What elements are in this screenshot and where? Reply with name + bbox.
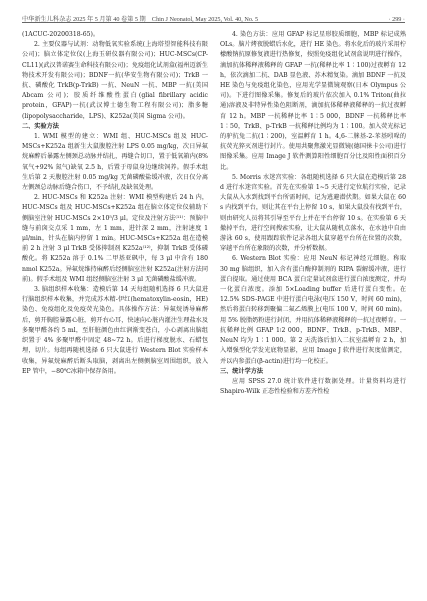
section-heading-statistics: 三、统计学方法 — [220, 367, 263, 375]
left-column — [22, 30, 208, 592]
statistics-paragraph: 应用 SPSS 27.0 统计软件进行数据处理。计量资料均进行 Shapiro-Wilk 正态性检验和方差齐性检 — [220, 377, 406, 396]
running-header — [22, 9, 405, 23]
instruments-reagents-paragraph: 2. 主要仪器与试剂：动物低氧实验系统(上海塔望智能科技有限公司)；脑立体定位仪(上海玉研仪器有限公司)；HUC-MSCs(CP-CL11)(武汉普诺赛生命科技有限公司)；免疫组化试剂盒(福州迈新生物技术开发有限公司)；BDNF一抗(华安生物有限公司)；TrkB 一抗、磷酸化 TrkB(p-TrkB) 一抗、NeuN 一抗、MBP 一抗(美国 Abcam 公司)；胶质纤维酸性蛋白(glial fibrillary acidic protein，GFAP)一抗(武汉博士德生物工程有限公司)；脂多糖(lipopolysaccharide，LPS)、K252a(美国 Sigma 公司)。 — [22, 41, 208, 120]
header-divider — [22, 22, 405, 23]
injection-paragraph: 2. HUC-MSCs 和 K252a 注射：WMI 模型构建后 24 h 内，HUC-MSCs 组及 HUC-MSCs+K252a 组在脑立体定位仪辅助下侧脑室注射 HUC-MSCs 2×10⁵/3 μl。定位及注射方法⁽¹¹⁾：预脑中缝与前囟交点采 1 mm，左 1 mm，进针深 2 mm，注射速度 1 μl/min，针头在脑内停留 1 min。HUC-MSCs+K252a 组在造模前 2 h 注射 3 μl TrkB 受体抑制剂 K252a⁽¹²⁾，抑制 TrkB 受体磷酸化。将 K252a 溶于 0.1% 二甲基亚砜中，每 3 μl 中含有 180 nmol K252a。异氟烷维持麻醉后经侧脑室注射 K252a(注射方法同前)。假手术组及 WMI 组经侧脑室注射 3 μl 无菌磷酸盐缓冲液。 — [22, 194, 208, 283]
model-establishment-paragraph: 1. WMI 模型的建立：WMI 组、HUC-MSCs 组及 HUC-MSCs+K252a 组新生大鼠腹腔注射 LPS 0.05 mg/kg，次日异氟烷麻醉后暴露左侧颈总动脉并结扎，再缝合切口，置于低氧箱内(8% 氧气+92% 氮气)缺氧 2.5 h，后置于母鼠身边继续饲养。假手术组生后第 2 天腹腔注射 0.05 mg/kg 无菌磷酸盐缓冲液，次日仅分离左侧颈总动脉后缝合伤口，不予结扎及缺氧处理。 — [22, 133, 208, 192]
ethics-approval-number: (1ACUC-20200318-65)。 — [22, 31, 100, 38]
journal-citation: 中华新生儿科杂志 2025 年 5 月第 40 卷第 5 期 Chin J Neonatol, May 2025, Vol. 40, No. 5 — [22, 16, 259, 23]
staining-method-paragraph: 4. 染色方法：应用 GFAP 标记星形胶质细胞，MBP 标记成熟 OLs。脑片烤夜脱蜡后水化，进行 HE 染色。将水化后的玻片采用柠檬酸钠抗原修复液进行热修复，按照免疫组化试剂盒说明进行操作，滴加抗体稀释液稀释的 GFAP 一抗(稀释比率 1∶100)过夜孵育 12 h，依次滴加二抗、DAB 显色液、苏木精复染。滴加 BDNF 一抗及 HE 染色与免疫组化染色，应用光学显微镜观察(日本 Olympus 公司)。下进行图像采集。修复后的玻片依次加入 0.1% Triton(曲拉通)溶液及非特异性染色阻断剂，滴加抗体稀释液稀释的一抗过夜孵育 12 h。MBP 一抗稀释比率 1∶5 000，BDNF 一抗稀释比率 1∶50，TrkB、p-TrkB 一抗稀释比例均为 1∶100。加入荧光标记的驴抗兔二抗(1∶200)，室温孵育 1 h。4,6-二脒基-2-苯基吲哚的抗荧光猝灭剂进行封片。使用共聚焦激光显微镜(德国徕卡公司)进行图像采集。应用 Image J 软件测算阳性细胞百分比及阳性面积百分比。 — [220, 31, 406, 171]
morris-water-maze-paragraph: 5. Morris 水迷宫实验：各组随机选择 6 只大鼠在造模后第 28 d 进行水迷宫实验。首先在实验第 1~5 天进行定位航行实验，记录大鼠从入水到找到平台所需时间，记为逃避潜伏期。如果大鼠在 60 s 内找到平台，则让其在平台上停留 10 s，如果大鼠没有找到平台，则由研究人员将其引导至平台上并在平台停留 10 s。在实验第 6 天撤掉平台，进行空间搜索实验，让大鼠从随机点落水，在水池中自由游泳 60 s，使用跟踪软件记录各组大鼠穿越平台所在位置的次数，穿越平台所在象限的次数，并分析数据。 — [220, 173, 406, 253]
right-column — [220, 30, 406, 592]
page-number: · 299 · — [388, 16, 405, 23]
sample-collection-paragraph: 3. 脑组织样本收集：造模后第 14 天每组随机选择 6 只大鼠进行脑组织样本收集，并完成苏木精-伊红(hematoxylin-eosin，HE)染色、免疫组化及免疫荧光染色。具体操作方法：异氟烷诱导麻醉后，剪开胸腔暴露心脏，剪开右心耳，快速向心脏内灌注生理盐水及多聚甲醛各约 5 ml，至肝脏颜色由红润渐变苍白，小心剥离出脑组织置于 4% 多聚甲醛中固定 48~72 h。后进行梯度脱水、石蜡包埋，切片。每组再随机选择 6 只大鼠进行 Western Blot 实验样本收集，异氟烷麻醉后断头取脑，剥离出左侧侧脑室周围组织，放入 EP 管中，−80℃冰箱中保存备用。 — [22, 286, 208, 375]
western-blot-paragraph: 6. Western Blot 实验：应用 NeuN 标记神经元细胞。称取 30 mg 脑组织，加入含有蛋白酶抑制剂的 RIPA 裂解缓冲液，进行蛋白提取。通过使用 BCA 蛋白定量试剂盒进行蛋白浓度测定，并均一化蛋白浓度。添加 5×Loading buffer 后进行蛋白变性。在 12.5% SDS-PAGE 中进行蛋白电泳(电压 150 V，时间 60 min)，然后将蛋白转移到聚偏二氟乙烯膜上(电压 100 V，时间 60 min)。用 5% 脱脂奶粉进行封闭，并用抗体稀释液稀释的一抗过夜孵育。一抗稀释比例 GFAP 1∶2 000，BDNF、TrkB、p-TrkB、MBP、NeuN 均为 1∶1 000。第 2 天洗涤后加入二抗室温孵育 2 h，加入增强型化学发光底物显影，应用 Image J 软件进行灰度值测定，并以内参蛋白(β-actin)进行均一化校正。 — [220, 255, 406, 365]
section-heading-methods: 二、实验方法 — [22, 122, 59, 130]
